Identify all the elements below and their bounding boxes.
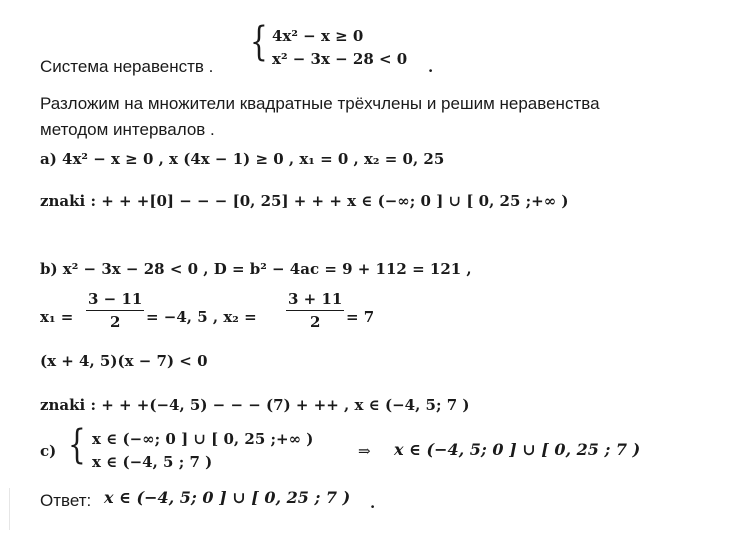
x1-denominator: 2 <box>109 313 121 331</box>
x2-denominator: 2 <box>309 313 321 331</box>
x2-numerator: 3 + 11 <box>288 290 343 308</box>
system-brace: { <box>250 19 268 65</box>
part-a-signs: znaki : + + +[0] − − − [0, 25] + + + x ∈ (−∞; 0 ] ∪ [ 0, 25 ;+∞ ) <box>40 192 569 210</box>
x1-fraction <box>86 290 144 331</box>
x2-fraction-bar <box>286 310 344 311</box>
answer-trailing-dot: . <box>370 494 376 512</box>
part-b-signs: znaki : + + +(−4, 5) − − − (7) + ++ , x ∈ (−4, 5; 7 ) <box>40 396 470 414</box>
x1-result: = −4, 5 , x₂ = <box>146 308 257 326</box>
system-line-2: x² − 3x − 28 < 0 <box>272 50 408 68</box>
intro-line-2: методом интервалов . <box>40 120 215 139</box>
x1-numerator: 3 − 11 <box>88 290 143 308</box>
part-b-line-1: b) x² − 3x − 28 < 0 , D = b² − 4ac = 9 + 112 = 121 , <box>40 260 472 278</box>
part-c-line-1: x ∈ (−∞; 0 ] ∪ [ 0, 25 ;+∞ ) <box>92 430 314 448</box>
x2-fraction <box>286 290 344 331</box>
part-c-label: c) <box>40 442 57 460</box>
implies-arrow: ⇒ <box>358 442 371 460</box>
factored-inequality: (x + 4, 5)(x − 7) < 0 <box>40 352 208 370</box>
system-trailing-dot: . <box>428 58 434 76</box>
part-c-brace: { <box>68 422 86 468</box>
answer-label: Ответ: <box>40 491 92 510</box>
answer-value: x ∈ (−4, 5; 0 ] ∪ [ 0, 25 ; 7 ) <box>104 488 351 507</box>
intro-line-1: Разложим на множители квадратные трёхчлены и решим неравенства <box>40 94 600 113</box>
x1-fraction-bar <box>86 310 144 311</box>
part-a-equation: a) 4x² − x ≥ 0 , x (4x − 1) ≥ 0 , x₁ = 0 , x₂ = 0, 25 <box>40 150 445 168</box>
margin-divider <box>9 488 10 530</box>
system-line-1: 4x² − x ≥ 0 <box>272 27 364 45</box>
part-c-line-2: x ∈ (−4, 5 ; 7 ) <box>92 453 213 471</box>
system-label: Система неравенств . <box>40 57 214 76</box>
x1-label: x₁ = <box>40 308 74 326</box>
x2-result: = 7 <box>346 308 375 326</box>
part-c-result: x ∈ (−4, 5; 0 ] ∪ [ 0, 25 ; 7 ) <box>394 440 641 459</box>
